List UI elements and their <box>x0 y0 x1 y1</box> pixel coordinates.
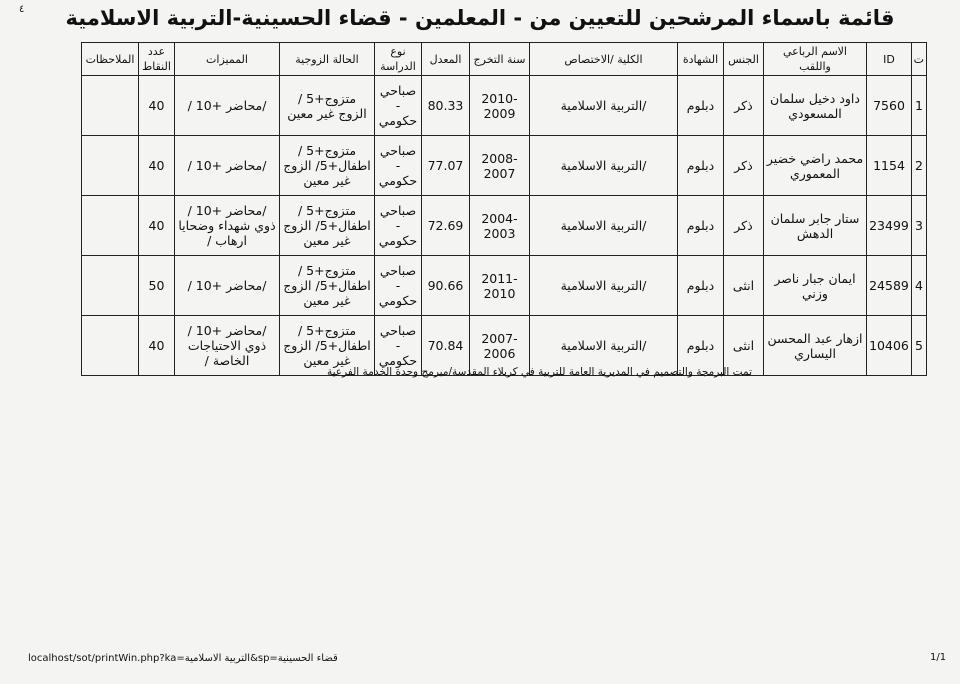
cell-seq: 3 <box>912 196 927 256</box>
cell-seq: 4 <box>912 256 927 316</box>
cell-grad-year: 2004-2003 <box>470 196 530 256</box>
cell-study-type: صباحي - حكومي <box>375 76 422 136</box>
header-study-type: نوع الدراسة <box>375 43 422 76</box>
page-mark: ٤ <box>19 4 25 15</box>
footer-credit: تمت البرمجة والتصميم في المديرية العامة للتربية في كربلاء المقدسة/مبرمج وحدة الخدمة الفرعية <box>326 366 752 378</box>
print-url: localhost/sot/printWin.php?ka=التربية الاسلامية&sp=قضاء الحسينية <box>28 653 338 664</box>
cell-gpa: 70.84 <box>422 316 470 376</box>
cell-features: /محاضر +10 /ذوي الاحتياجات الخاصة / <box>175 316 280 376</box>
cell-features: /محاضر +10 / <box>175 136 280 196</box>
header-gpa: المعدل <box>422 43 470 76</box>
cell-points: 40 <box>139 76 175 136</box>
cell-grad-year: 2010-2009 <box>470 76 530 136</box>
table-row <box>82 76 927 136</box>
cell-marital: متزوج+5 / اطفال+5/ الزوج غير معين <box>280 256 375 316</box>
cell-study-type: صباحي - حكومي <box>375 136 422 196</box>
cell-gender: ذكر <box>724 196 764 256</box>
cell-gpa: 77.07 <box>422 136 470 196</box>
cell-name: داود دخيل سلمان المسعودي <box>764 76 867 136</box>
cell-degree: دبلوم <box>678 76 724 136</box>
header-features: المميزات <box>175 43 280 76</box>
page-number: 1/1 <box>930 652 947 663</box>
header-gender: الجنس <box>724 43 764 76</box>
cell-gender: ذكر <box>724 76 764 136</box>
cell-marital: متزوج+5 / الزوج غير معين <box>280 76 375 136</box>
header-id: ID <box>867 43 912 76</box>
cell-points: 40 <box>139 196 175 256</box>
cell-gender: انثى <box>724 316 764 376</box>
cell-college: /التربية الاسلامية <box>530 316 678 376</box>
table-row <box>82 256 927 316</box>
cell-points: 40 <box>139 316 175 376</box>
cell-college: /التربية الاسلامية <box>530 256 678 316</box>
cell-degree: دبلوم <box>678 196 724 256</box>
cell-study-type: صباحي - حكومي <box>375 256 422 316</box>
cell-points: 50 <box>139 256 175 316</box>
cell-name: محمد راضي خضير المعموري <box>764 136 867 196</box>
cell-id: 10406 <box>867 316 912 376</box>
header-points: عدد النقاط <box>139 43 175 76</box>
cell-study-type: صباحي - حكومي <box>375 316 422 376</box>
cell-seq: 1 <box>912 76 927 136</box>
cell-college: /التربية الاسلامية <box>530 196 678 256</box>
cell-degree: دبلوم <box>678 256 724 316</box>
cell-grad-year: 2011-2010 <box>470 256 530 316</box>
cell-college: /التربية الاسلامية <box>530 136 678 196</box>
cell-name: ستار جابر سلمان الدهش <box>764 196 867 256</box>
table-row <box>82 196 927 256</box>
cell-id: 7560 <box>867 76 912 136</box>
cell-notes <box>82 76 139 136</box>
cell-features: /محاضر +10 / <box>175 76 280 136</box>
header-grad-year: سنة التخرج <box>470 43 530 76</box>
header-marital: الحالة الزوجية <box>280 43 375 76</box>
page-title: قائمة باسماء المرشحين للتعيين من - المعلمين - قضاء الحسينية-التربية الاسلامية <box>65 6 895 30</box>
cell-grad-year: 2008-2007 <box>470 136 530 196</box>
cell-id: 1154 <box>867 136 912 196</box>
cell-notes <box>82 136 139 196</box>
cell-gpa: 80.33 <box>422 76 470 136</box>
cell-study-type: صباحي - حكومي <box>375 196 422 256</box>
cell-degree: دبلوم <box>678 136 724 196</box>
cell-degree: دبلوم <box>678 316 724 376</box>
cell-gpa: 90.66 <box>422 256 470 316</box>
cell-grad-year: 2007-2006 <box>470 316 530 376</box>
candidates-table <box>81 42 927 376</box>
cell-college: /التربية الاسلامية <box>530 76 678 136</box>
cell-id: 24589 <box>867 256 912 316</box>
cell-gender: ذكر <box>724 136 764 196</box>
cell-seq: 2 <box>912 136 927 196</box>
cell-marital: متزوج+5 / اطفال+5/ الزوج غير معين <box>280 196 375 256</box>
cell-gender: انثى <box>724 256 764 316</box>
cell-name: ازهار عبد المحسن اليساري <box>764 316 867 376</box>
cell-name: ايمان جبار ناصر وزني <box>764 256 867 316</box>
header-degree: الشهادة <box>678 43 724 76</box>
cell-points: 40 <box>139 136 175 196</box>
table-row <box>82 136 927 196</box>
header-seq: ت <box>912 43 927 76</box>
header-college: الكلية /الاختصاص <box>530 43 678 76</box>
cell-features: /محاضر +10 /ذوي شهداء وضحايا ارهاب / <box>175 196 280 256</box>
header-name: الاسم الرباعي واللقب <box>764 43 867 76</box>
cell-notes <box>82 196 139 256</box>
cell-notes <box>82 256 139 316</box>
cell-marital: متزوج+5 / اطفال+5/ الزوج غير معين <box>280 136 375 196</box>
header-notes: الملاحظات <box>82 43 139 76</box>
cell-gpa: 72.69 <box>422 196 470 256</box>
table-header-row <box>82 43 927 76</box>
cell-id: 23499 <box>867 196 912 256</box>
cell-marital: متزوج+5 / اطفال+5/ الزوج غير معين <box>280 316 375 376</box>
cell-features: /محاضر +10 / <box>175 256 280 316</box>
cell-seq: 5 <box>912 316 927 376</box>
